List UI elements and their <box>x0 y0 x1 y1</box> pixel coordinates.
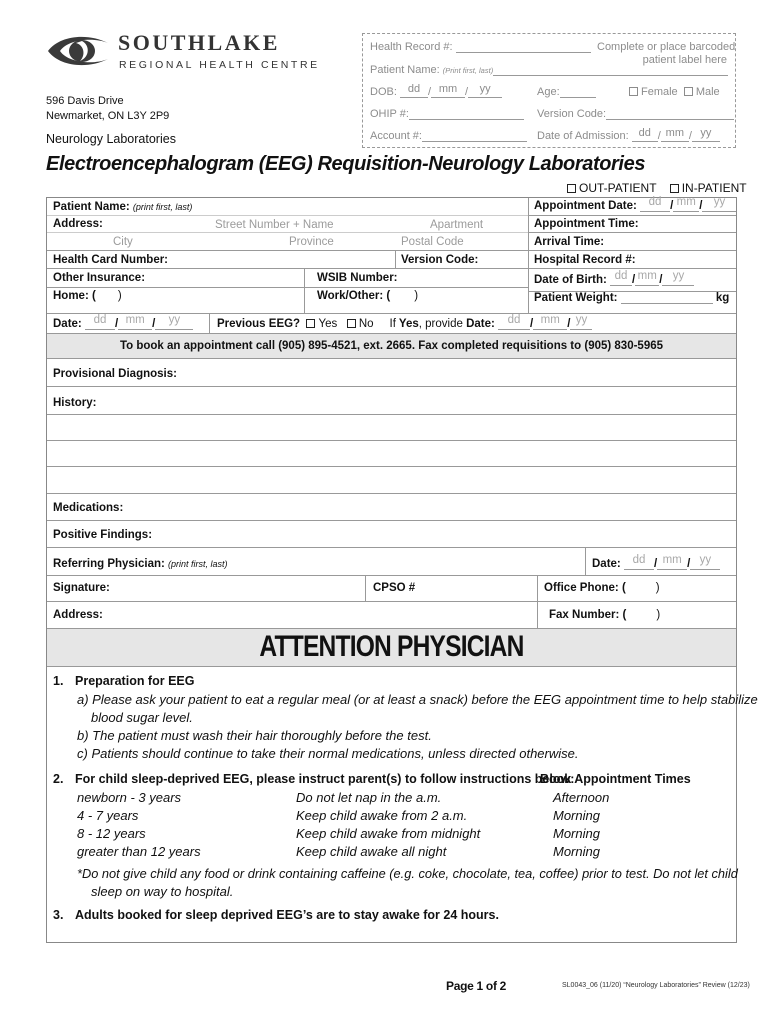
attention-heading: ATTENTION PHYSICIAN <box>259 630 524 663</box>
birth-mm-field[interactable]: mm <box>635 275 659 286</box>
ref-yy-field[interactable]: yy <box>690 559 720 570</box>
date-mm-field[interactable]: mm <box>118 319 152 330</box>
out-patient-checkbox[interactable] <box>567 184 576 193</box>
item1-c: c) Patients should continue to take their normal medications, unless directed otherwise. <box>77 746 579 761</box>
account-field[interactable] <box>422 131 527 142</box>
item1-a-line1: a) Please ask your patient to eat a regular meal (or at least a snack) before the EEG appointment time to help stabilize <box>77 692 758 707</box>
label-patient-name: Patient Name: <box>370 64 440 76</box>
fax-number-label: Fax Number: ( <box>549 609 627 621</box>
date-yy-field[interactable]: yy <box>155 319 193 330</box>
appt-mm-field[interactable]: mm <box>673 201 699 212</box>
sleep-age-3: greater than 12 years <box>77 844 201 859</box>
provisional-diagnosis-label: Provisional Diagnosis: <box>53 368 177 380</box>
male-checkbox[interactable] <box>684 87 693 96</box>
version-code-label: Version Code: <box>537 108 607 120</box>
health-record-label: Health Record #: <box>370 41 453 53</box>
female-checkbox[interactable] <box>629 87 638 96</box>
work-phone-label: Work/Other: ( <box>317 290 391 302</box>
patient-name-hint: (print first, last) <box>132 202 193 212</box>
other-insurance-label: Other Insurance: <box>53 272 146 284</box>
referring-physician-hint: (print first, last) <box>168 559 228 569</box>
medications-label: Medications: <box>53 502 124 514</box>
form-version-code-label: Version Code: <box>401 254 479 266</box>
sleep-time-3: Morning <box>553 844 600 859</box>
previous-eeg-yes-checkbox[interactable] <box>306 319 315 328</box>
ref-mm-field[interactable]: mm <box>657 559 687 570</box>
prev-mm-field[interactable]: mm <box>533 319 567 330</box>
adm-yy-field[interactable]: yy <box>692 131 720 142</box>
if-yes-text: If <box>389 318 396 330</box>
no-label: No <box>358 318 374 330</box>
arrival-time-label: Arrival Time: <box>534 236 605 248</box>
referring-physician-label: Referring Physician: <box>53 558 165 570</box>
item1-number: 1. <box>53 674 64 688</box>
cpso-label: CPSO # <box>373 582 416 594</box>
item1-a-line2: blood sugar level. <box>91 710 193 725</box>
wsib-label: WSIB Number: <box>317 272 398 284</box>
form-title: Electroencephalogram (EEG) Requisition-Neurology Laboratories <box>46 153 646 175</box>
address-line-2: Newmarket, ON L3Y 2P9 <box>46 110 170 122</box>
address-line-1: 596 Davis Drive <box>46 95 124 107</box>
sleep-instruction-2: Keep child awake from midnight <box>296 826 481 841</box>
in-patient-checkbox[interactable] <box>670 184 679 193</box>
health-card-label: Health Card Number: <box>53 254 169 266</box>
age-label: Age: <box>537 86 560 98</box>
previous-eeg-date-label: Date: <box>466 318 495 330</box>
city-hint: City <box>113 236 133 248</box>
date-of-birth-label: Date of Birth: <box>534 274 607 286</box>
caffeine-note-line1: *Do not give child any food or drink containing caffeine (e.g. coke, chocolate, tea, coffee) prior to test. Do not let child <box>77 866 738 881</box>
age-field[interactable] <box>560 87 596 98</box>
item1-title: Preparation for EEG <box>75 674 195 688</box>
sleep-age-1: 4 - 7 years <box>77 808 139 823</box>
barcode-note-2: patient label here <box>642 54 727 66</box>
ohip-label: OHIP #: <box>370 108 409 120</box>
item3-number: 3. <box>53 908 64 922</box>
prev-yy-field[interactable]: yy <box>570 319 592 330</box>
appt-dd-field[interactable]: dd <box>640 201 670 212</box>
patient-label-box[interactable]: Health Record #: Complete or place barcoded patient label here Patient Name: (Print first, last) DOB: dd / mm / yy Age: Female Male OHIP #: Version Code: Account #: Date of Admission: dd / mm / yy <box>362 33 736 148</box>
previous-eeg-label: Previous EEG? <box>217 318 301 330</box>
admission-date-label: Date of Admission: <box>537 130 629 142</box>
kg-label: kg <box>715 292 730 304</box>
appt-yy-field[interactable]: yy <box>702 201 736 212</box>
history-label: History: <box>53 397 97 409</box>
sleep-instruction-0: Do not let nap in the a.m. <box>296 790 442 805</box>
out-patient-label: OUT-PATIENT <box>579 181 657 195</box>
postal-code-hint: Postal Code <box>401 236 464 248</box>
caffeine-note-line2: sleep on way to hospital. <box>91 884 234 899</box>
signature-label: Signature: <box>53 582 110 594</box>
patient-name-label: Patient Name: <box>53 201 130 213</box>
street-hint: Street Number + Name <box>215 219 334 231</box>
sleep-age-0: newborn - 3 years <box>77 790 182 805</box>
address-label: Address: <box>53 218 103 230</box>
dob-dd-field[interactable]: dd <box>400 87 428 98</box>
item2-title: For child sleep-deprived EEG, please instruct parent(s) to follow instructions below: <box>75 772 575 786</box>
dob-yy-field[interactable]: yy <box>468 87 502 98</box>
sleep-time-2: Morning <box>553 826 600 841</box>
male-label: Male <box>695 86 720 98</box>
sleep-instruction-1: Keep child awake from 2 a.m. <box>296 808 468 823</box>
label-patient-name-field[interactable] <box>493 65 728 76</box>
label-patient-name-hint: (Print first, last) <box>442 66 494 75</box>
ref-dd-field[interactable]: dd <box>624 559 654 570</box>
form-code: SL0043_06 (11/20) “Neurology Laboratories” Review (12/23) <box>562 982 750 989</box>
item3-text: Adults booked for sleep deprived EEG’s are to stay awake for 24 hours. <box>75 908 499 922</box>
patient-weight-field[interactable] <box>621 293 713 304</box>
brand-name: SOUTHLAKE <box>118 30 280 55</box>
birth-yy-field[interactable]: yy <box>662 275 694 286</box>
ohip-field[interactable] <box>409 109 524 120</box>
birth-dd-field[interactable]: dd <box>610 275 632 286</box>
adm-dd-field[interactable]: dd <box>632 131 658 142</box>
female-label: Female <box>641 86 678 98</box>
previous-eeg-no-checkbox[interactable] <box>347 319 356 328</box>
date-label: Date: <box>53 318 82 330</box>
patient-name-field[interactable] <box>197 200 522 214</box>
sleep-time-0: Afternoon <box>553 790 610 805</box>
positive-findings-label: Positive Findings: <box>53 529 153 541</box>
patient-weight-label: Patient Weight: <box>534 292 618 304</box>
appointment-date-label: Appointment Date: <box>534 200 637 212</box>
in-patient-label: IN-PATIENT <box>681 181 747 195</box>
prev-dd-field[interactable]: dd <box>498 319 530 330</box>
physician-address-label: Address: <box>53 609 103 621</box>
signature-field[interactable] <box>117 578 357 598</box>
label-version-code-field[interactable] <box>606 109 734 120</box>
appointment-time-label: Appointment Time: <box>534 218 639 230</box>
dob-label: DOB: <box>370 86 397 98</box>
sleep-instruction-3: Keep child awake all night <box>296 844 447 859</box>
page-number: Page 1 of 2 <box>446 979 507 993</box>
referring-physician-field[interactable] <box>277 550 577 572</box>
apartment-hint: Apartment <box>430 219 484 231</box>
province-hint: Province <box>289 236 334 248</box>
southlake-logo-icon <box>46 33 110 69</box>
brand-subtitle: REGIONAL HEALTH CENTRE <box>119 59 320 71</box>
requisition-form: Patient Name: (print first, last) Address: Street Number + Name Apartment City Province Postal Code Health Card Number: Version Code: Other Insurance: WSIB Number: Home: ( ) Work/Other: ( ) Appointment Date: dd / mm / yy Appointment Time: Arrival Time: Hospital Record #: Date of Birth: dd / mm / yy Patient Weight: kg Date: dd / mm / yy Previous EEG? Yes No If Yes, provide Date: dd / mm / yy To book an appointment call (905) 895-4521, ext. 2665. Fax completed requisitions to (905) 830-5965 Provisional Diagnosis: History: Medications: Positive Findings: Referring Physician: (print first, last) Date: dd / mm / yy Signature: CPSO # Office Phone: ( ) Address: Fax Number: ( ) ATTENTION PHYSICIAN 1. Preparation for EEG a) Please ask your patient to eat a regular meal (or at least a snack) before the EEG appointment time to help stabilize blood sugar level. b) The patient must wash their hair thoroughly before the test. c) Patients should continue to take their normal medications, unless directed otherwise. 2. For child sleep-deprived EEG, please instruct parent(s) to follow instructions below: Book Appointment Times newborn - 3 years Do not let nap in the a.m. Afternoon 4 - 7 years Keep child awake from 2 a.m. Morning 8 - 12 years Keep child awake from midnight Morning greater than 12 years Keep child awake all night Morning *Do not give child any food or drink containing caffeine (e.g. coke, chocolate, tea, coffee) prior to test. Do not let child sleep on way to hospital. 3. Adults booked for sleep deprived EEG’s are to stay awake for 24 hours. <box>46 197 737 943</box>
date-dd-field[interactable]: dd <box>85 319 115 330</box>
item1-b: b) The patient must wash their hair thoroughly before the test. <box>77 728 432 743</box>
office-phone-label: Office Phone: ( <box>544 582 626 594</box>
booking-instructions: To book an appointment call (905) 895-4521, ext. 2665. Fax completed requisitions to (905) 830-5965 <box>119 340 664 352</box>
adm-mm-field[interactable]: mm <box>661 131 689 142</box>
hospital-record-label: Hospital Record #: <box>534 254 636 266</box>
item2-number: 2. <box>53 772 64 786</box>
home-phone-label: Home: ( <box>53 290 96 302</box>
barcode-note-1: Complete or place barcoded <box>597 41 736 53</box>
sleep-time-1: Morning <box>553 808 600 823</box>
sleep-age-2: 8 - 12 years <box>77 826 146 841</box>
department-name: Neurology Laboratories <box>46 132 176 146</box>
yes-label: Yes <box>318 318 338 330</box>
health-record-field[interactable] <box>456 42 591 53</box>
appointment-times-header: Book Appointment Times <box>540 772 691 786</box>
account-label: Account #: <box>370 130 422 142</box>
provisional-diagnosis-field[interactable] <box>177 362 727 384</box>
referring-date-label: Date: <box>592 558 621 570</box>
dob-mm-field[interactable]: mm <box>431 87 465 98</box>
